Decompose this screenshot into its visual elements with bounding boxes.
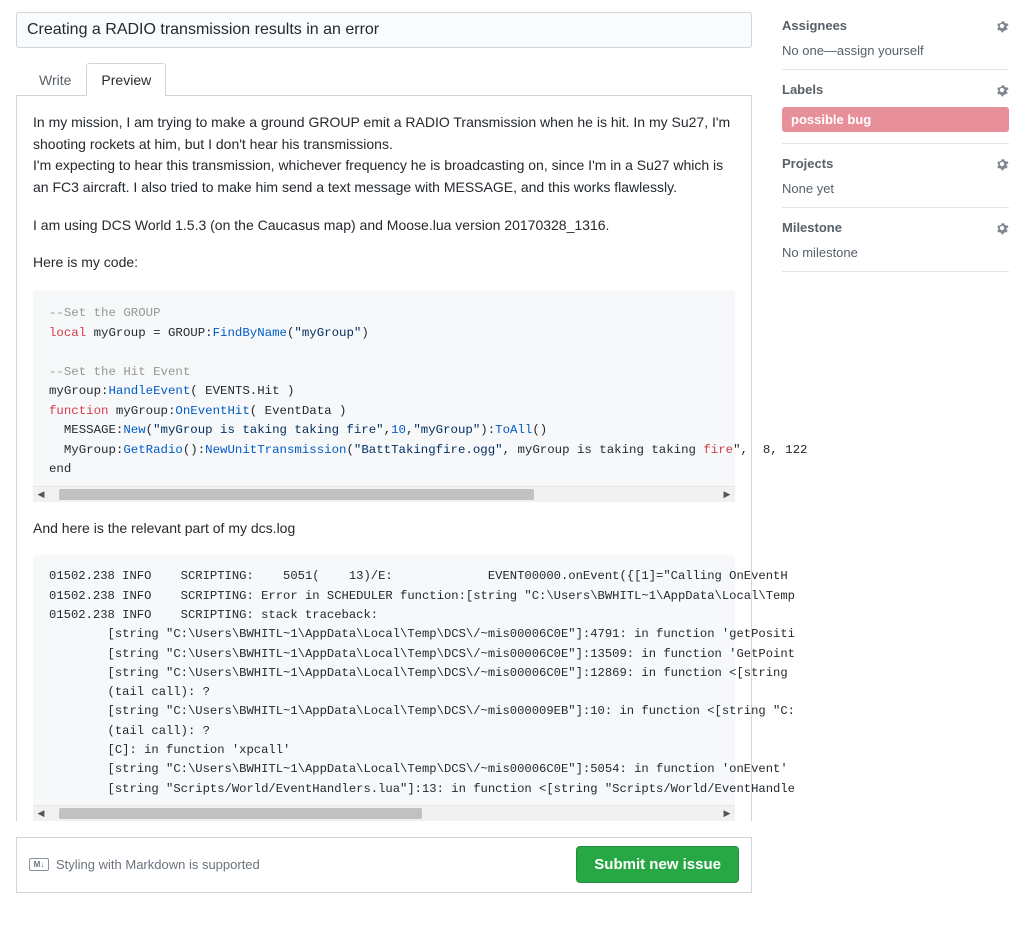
code-block-log [33,555,795,821]
issue-sidebar [768,0,1025,284]
log-line-5: [string "C:\Users\BWHITL~1\AppData\Local\Temp\DCS\/~mis00006C0E"]:13509: in function 'GetPoint [49,646,795,661]
log-line-10: [C]: in function 'xpcall' [49,742,291,757]
log-line-2: 01502.238 INFO SCRIPTING: Error in SCHEDULER function:[string "C:\Users\BWHITL~1\AppData\Local\Temp [49,588,795,603]
code-line-8: MyGroup:GetRadio():NewUnitTransmission("BattTakingfire.ogg", myGroup is taking taking fire", 8, 122 [49,442,808,457]
tab-write[interactable]: Write [39,72,72,88]
code-scroll-thumb[interactable] [59,489,534,500]
preview-paragraph-1 [33,112,735,199]
tab-preview[interactable]: Preview [86,63,166,96]
log-line-12: [string "Scripts/World/EventHandlers.lua"]:13: in function <[string "Scripts/World/EventHandle [49,781,795,796]
log-line-1: 01502.238 INFO SCRIPTING: 5051( 13)/E: EVENT00000.onEvent({[1]="Calling OnEventH [49,569,788,584]
milestone-title: Milestone [782,220,842,235]
submit-new-issue-button[interactable]: Submit new issue [576,846,739,883]
labels-title: Labels [782,82,824,97]
preview-paragraph-1-line-2: I'm expecting to hear this transmission, whichever frequency he is broadcasting on, since I'm in a Su27 which is an FC3 aircraft. I also tried to make him send a text message with MESSAGE, and this works flawlessly. [33,157,724,196]
code-line-6: function myGroup:OnEventHit( EventData ) [49,403,347,418]
code-block-lua [33,290,808,502]
projects-title: Projects [782,156,834,171]
milestone-value: No milestone [782,245,858,260]
scroll-left-arrow-log[interactable]: ◀ [37,807,45,818]
log-line-9: (tail call): ? [49,723,210,738]
preview-paragraph-1-line-1: In my mission, I am trying to make a ground GROUP emit a RADIO Transmission when he is hit. In my Su27, I'm shooting rockets at him, but I don't hear his transmissions. [33,114,731,152]
log-line-8: [string "C:\Users\BWHITL~1\AppData\Local\Temp\DCS\/~mis000009EB"]:10: in function <[string "C: [49,704,795,719]
code-line-4: --Set the Hit Event [49,364,191,379]
code-line-7: MESSAGE:New("myGroup is taking taking fire",10,"myGroup"):ToAll() [49,423,548,438]
preview-paragraph-2: I am using DCS World 1.5.3 (on the Caucasus map) and Moose.lua version 20170328_1316. [33,216,610,233]
log-line-6: [string "C:\Users\BWHITL~1\AppData\Local\Temp\DCS\/~mis00006C0E"]:12869: in function <[string [49,665,795,680]
labels-header [782,82,1009,97]
assignees-title: Assignees [782,18,848,33]
code-block-log-scrollbar[interactable] [33,805,735,821]
scroll-left-arrow-code[interactable]: ◀ [37,488,45,499]
assignees-value[interactable]: No one—assign yourself [782,43,924,58]
code-line-2: local myGroup = GROUP:FindByName("myGroup") [49,325,369,340]
scroll-right-arrow-log[interactable]: ▶ [723,807,731,818]
issue-title-input[interactable]: Creating a RADIO transmission results in an error [16,12,752,48]
log-line-7: (tail call): ? [49,685,210,700]
markdown-note-text: Styling with Markdown is supported [56,857,260,873]
sidebar-section-assignees [782,18,1009,70]
milestone-header [782,220,1009,235]
log-line-3: 01502.238 INFO SCRIPTING: stack traceback: [49,607,379,622]
gear-icon[interactable] [995,83,1009,97]
scroll-right-arrow-code[interactable]: ▶ [723,488,731,499]
projects-header [782,156,1009,171]
assignees-header [782,18,1009,33]
preview-paragraph-3: Here is my code: [33,254,139,271]
gear-icon[interactable] [995,157,1009,171]
code-block-lua-content [33,290,808,486]
projects-value: None yet [782,181,835,196]
code-block-lua-scrollbar[interactable] [33,486,735,502]
log-line-11: [string "C:\Users\BWHITL~1\AppData\Local\Temp\DCS\/~mis00006C0E"]:5054: in function 'onEvent' [49,762,788,777]
code-line-5: myGroup:HandleEvent( EVENTS.Hit ) [49,384,295,399]
code-line-1: --Set the GROUP [49,306,161,321]
code-block-log-content [33,555,795,805]
issue-footer [16,837,752,893]
status-badge[interactable]: possible bug [782,107,1009,132]
log-line-4: [string "C:\Users\BWHITL~1\AppData\Local\Temp\DCS\/~mis00006C0E"]:4791: in function 'getPositi [49,627,795,642]
log-scroll-thumb[interactable] [59,808,422,819]
code-line-9: end [49,462,72,477]
sidebar-section-projects [782,156,1009,208]
log-scroll-track[interactable] [49,805,719,821]
sidebar-section-milestone [782,220,1009,272]
markdown-note [29,857,260,872]
gear-icon[interactable] [995,221,1009,235]
gear-icon[interactable] [995,19,1009,33]
code-scroll-track[interactable] [49,486,719,502]
editor-tabs [16,62,752,96]
preview-paragraph-4: And here is the relevant part of my dcs.log [33,519,296,536]
sidebar-section-labels [782,82,1009,144]
markdown-icon: M↓ [29,858,49,871]
